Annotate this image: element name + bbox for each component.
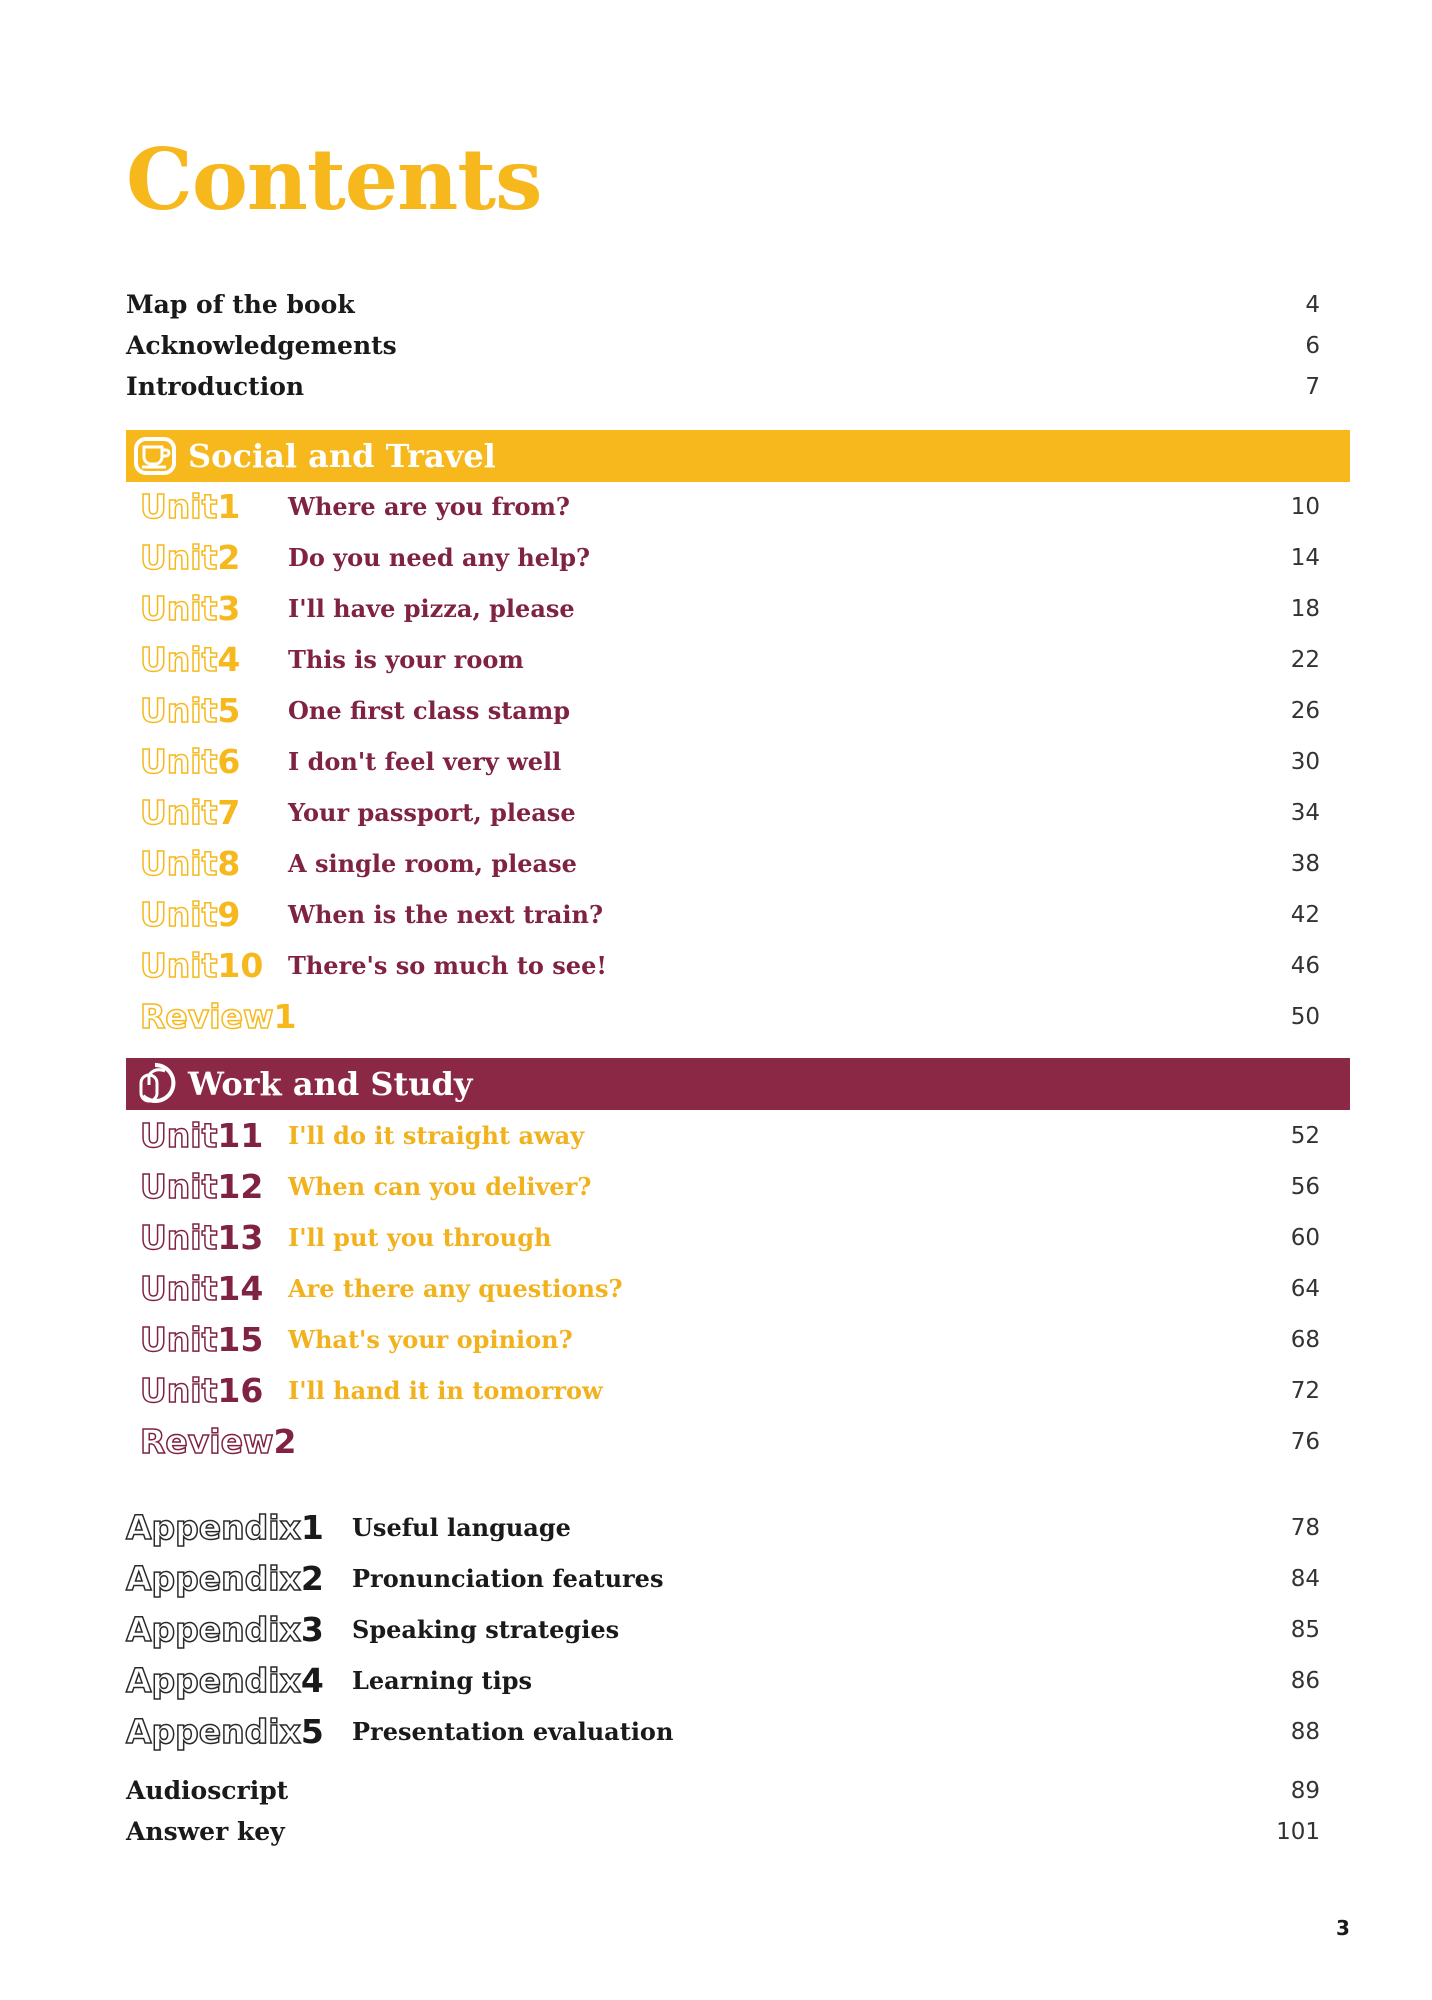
unit-title: A single room, please xyxy=(288,849,577,878)
unit-title: I don't feel very well xyxy=(288,747,562,776)
toc-unit-15[interactable] xyxy=(140,1320,1320,1359)
toc-entry-page: 6 xyxy=(1305,332,1320,359)
unit-tag: Unit 11 xyxy=(140,1116,264,1155)
toc-unit-5[interactable] xyxy=(140,691,1320,730)
appendix-title: Learning tips xyxy=(352,1666,532,1695)
toc-unit-14[interactable] xyxy=(140,1269,1320,1308)
toc-entry-page: 72 xyxy=(1290,1377,1320,1404)
appendix-tag: Appendix 4 xyxy=(126,1661,324,1700)
unit-tag: Unit 14 xyxy=(140,1269,264,1308)
unit-title: I'll hand it in tomorrow xyxy=(288,1376,603,1405)
unit-tag: Unit 15 xyxy=(140,1320,264,1359)
page-title: Contents xyxy=(126,130,542,229)
page-number: 3 xyxy=(1336,1916,1350,1940)
toc-unit-6[interactable] xyxy=(140,742,1320,781)
unit-title: Do you need any help? xyxy=(288,543,591,572)
toc-review-2[interactable] xyxy=(140,1422,1320,1461)
toc-entry-answer-key[interactable] xyxy=(126,1817,1320,1846)
toc-entry-page: 34 xyxy=(1290,799,1320,826)
toc-entry-page: 88 xyxy=(1290,1718,1320,1745)
toc-review-1[interactable] xyxy=(140,997,1320,1036)
toc-unit-11[interactable] xyxy=(140,1116,1320,1155)
toc-appendix-2[interactable] xyxy=(126,1559,1320,1598)
toc-unit-2[interactable] xyxy=(140,538,1320,577)
toc-appendix-4[interactable] xyxy=(126,1661,1320,1700)
toc-entry-page: 60 xyxy=(1290,1224,1320,1251)
toc-entry-page: 86 xyxy=(1290,1667,1320,1694)
section-header-work-study xyxy=(126,1058,1350,1110)
appendix-tag: Appendix 2 xyxy=(126,1559,324,1598)
toc-entry-label: Map of the book xyxy=(126,290,355,319)
review-tag: Review 2 xyxy=(140,1422,297,1461)
unit-title: There's so much to see! xyxy=(288,951,607,980)
unit-title: I'll put you through xyxy=(288,1223,552,1252)
toc-entry-introduction[interactable] xyxy=(126,372,1320,401)
toc-entry-audioscript[interactable] xyxy=(126,1776,1320,1805)
unit-title: Your passport, please xyxy=(288,798,576,827)
appendix-title: Useful language xyxy=(352,1513,571,1542)
toc-entry-page: 50 xyxy=(1290,1003,1320,1030)
unit-title: Where are you from? xyxy=(288,492,570,521)
toc-unit-10[interactable] xyxy=(140,946,1320,985)
toc-entry-page: 38 xyxy=(1290,850,1320,877)
toc-entry-page: 30 xyxy=(1290,748,1320,775)
appendix-title: Pronunciation features xyxy=(352,1564,664,1593)
unit-tag: Unit 6 xyxy=(140,742,241,781)
toc-entry-page: 101 xyxy=(1276,1818,1320,1845)
toc-entry-label: Introduction xyxy=(126,372,305,401)
unit-tag: Unit 8 xyxy=(140,844,241,883)
toc-unit-12[interactable] xyxy=(140,1167,1320,1206)
toc-unit-4[interactable] xyxy=(140,640,1320,679)
unit-tag: Unit 9 xyxy=(140,895,241,934)
toc-unit-9[interactable] xyxy=(140,895,1320,934)
toc-entry-page: 4 xyxy=(1305,291,1320,318)
unit-title: What's your opinion? xyxy=(288,1325,573,1354)
section-title: Social and Travel xyxy=(188,437,496,475)
toc-entry-page: 85 xyxy=(1290,1616,1320,1643)
unit-title: This is your room xyxy=(288,645,524,674)
unit-title: I'll do it straight away xyxy=(288,1121,585,1150)
section-title: Work and Study xyxy=(188,1065,473,1103)
toc-unit-8[interactable] xyxy=(140,844,1320,883)
toc-entry-page: 10 xyxy=(1290,493,1320,520)
toc-appendix-3[interactable] xyxy=(126,1610,1320,1649)
toc-entry-page: 26 xyxy=(1290,697,1320,724)
toc-entry-page: 7 xyxy=(1305,373,1320,400)
unit-tag: Unit 16 xyxy=(140,1371,264,1410)
unit-tag: Unit 2 xyxy=(140,538,241,577)
toc-entry-page: 76 xyxy=(1290,1428,1320,1455)
section-header-social-travel xyxy=(126,430,1350,482)
toc-entry-page: 42 xyxy=(1290,901,1320,928)
unit-tag: Unit 1 xyxy=(140,487,241,526)
toc-entry-page: 84 xyxy=(1290,1565,1320,1592)
unit-tag: Unit 10 xyxy=(140,946,264,985)
toc-entry-map[interactable] xyxy=(126,290,1320,319)
toc-unit-3[interactable] xyxy=(140,589,1320,628)
toc-unit-16[interactable] xyxy=(140,1371,1320,1410)
appendix-title: Presentation evaluation xyxy=(352,1717,674,1746)
toc-entry-label: Answer key xyxy=(126,1817,285,1846)
cup-icon xyxy=(126,430,184,482)
review-tag: Review 1 xyxy=(140,997,297,1036)
unit-title: Are there any questions? xyxy=(288,1274,623,1303)
toc-entry-page: 78 xyxy=(1290,1514,1320,1541)
toc-entry-page: 68 xyxy=(1290,1326,1320,1353)
toc-entry-page: 89 xyxy=(1290,1777,1320,1804)
toc-appendix-1[interactable] xyxy=(126,1508,1320,1547)
toc-entry-label: Acknowledgements xyxy=(126,331,397,360)
toc-unit-13[interactable] xyxy=(140,1218,1320,1257)
appendix-title: Speaking strategies xyxy=(352,1615,620,1644)
toc-entry-acknowledgements[interactable] xyxy=(126,331,1320,360)
toc-unit-7[interactable] xyxy=(140,793,1320,832)
unit-tag: Unit 5 xyxy=(140,691,241,730)
unit-tag: Unit 13 xyxy=(140,1218,264,1257)
unit-tag: Unit 12 xyxy=(140,1167,264,1206)
toc-entry-page: 52 xyxy=(1290,1122,1320,1149)
unit-title: When can you deliver? xyxy=(288,1172,592,1201)
toc-entry-page: 64 xyxy=(1290,1275,1320,1302)
toc-entry-label: Audioscript xyxy=(126,1776,289,1805)
toc-entry-page: 14 xyxy=(1290,544,1320,571)
unit-title: I'll have pizza, please xyxy=(288,594,575,623)
appendix-tag: Appendix 3 xyxy=(126,1610,324,1649)
unit-title: When is the next train? xyxy=(288,900,603,929)
unit-tag: Unit 7 xyxy=(140,793,241,832)
appendix-tag: Appendix 1 xyxy=(126,1508,324,1547)
unit-tag: Unit 3 xyxy=(140,589,241,628)
toc-entry-page: 18 xyxy=(1290,595,1320,622)
toc-entry-page: 46 xyxy=(1290,952,1320,979)
toc-appendix-5[interactable] xyxy=(126,1712,1320,1751)
toc-unit-1[interactable] xyxy=(140,487,1320,526)
unit-tag: Unit 4 xyxy=(140,640,241,679)
mouse-icon xyxy=(126,1058,184,1110)
unit-title: One first class stamp xyxy=(288,696,571,725)
appendix-tag: Appendix 5 xyxy=(126,1712,324,1751)
toc-entry-page: 56 xyxy=(1290,1173,1320,1200)
toc-entry-page: 22 xyxy=(1290,646,1320,673)
